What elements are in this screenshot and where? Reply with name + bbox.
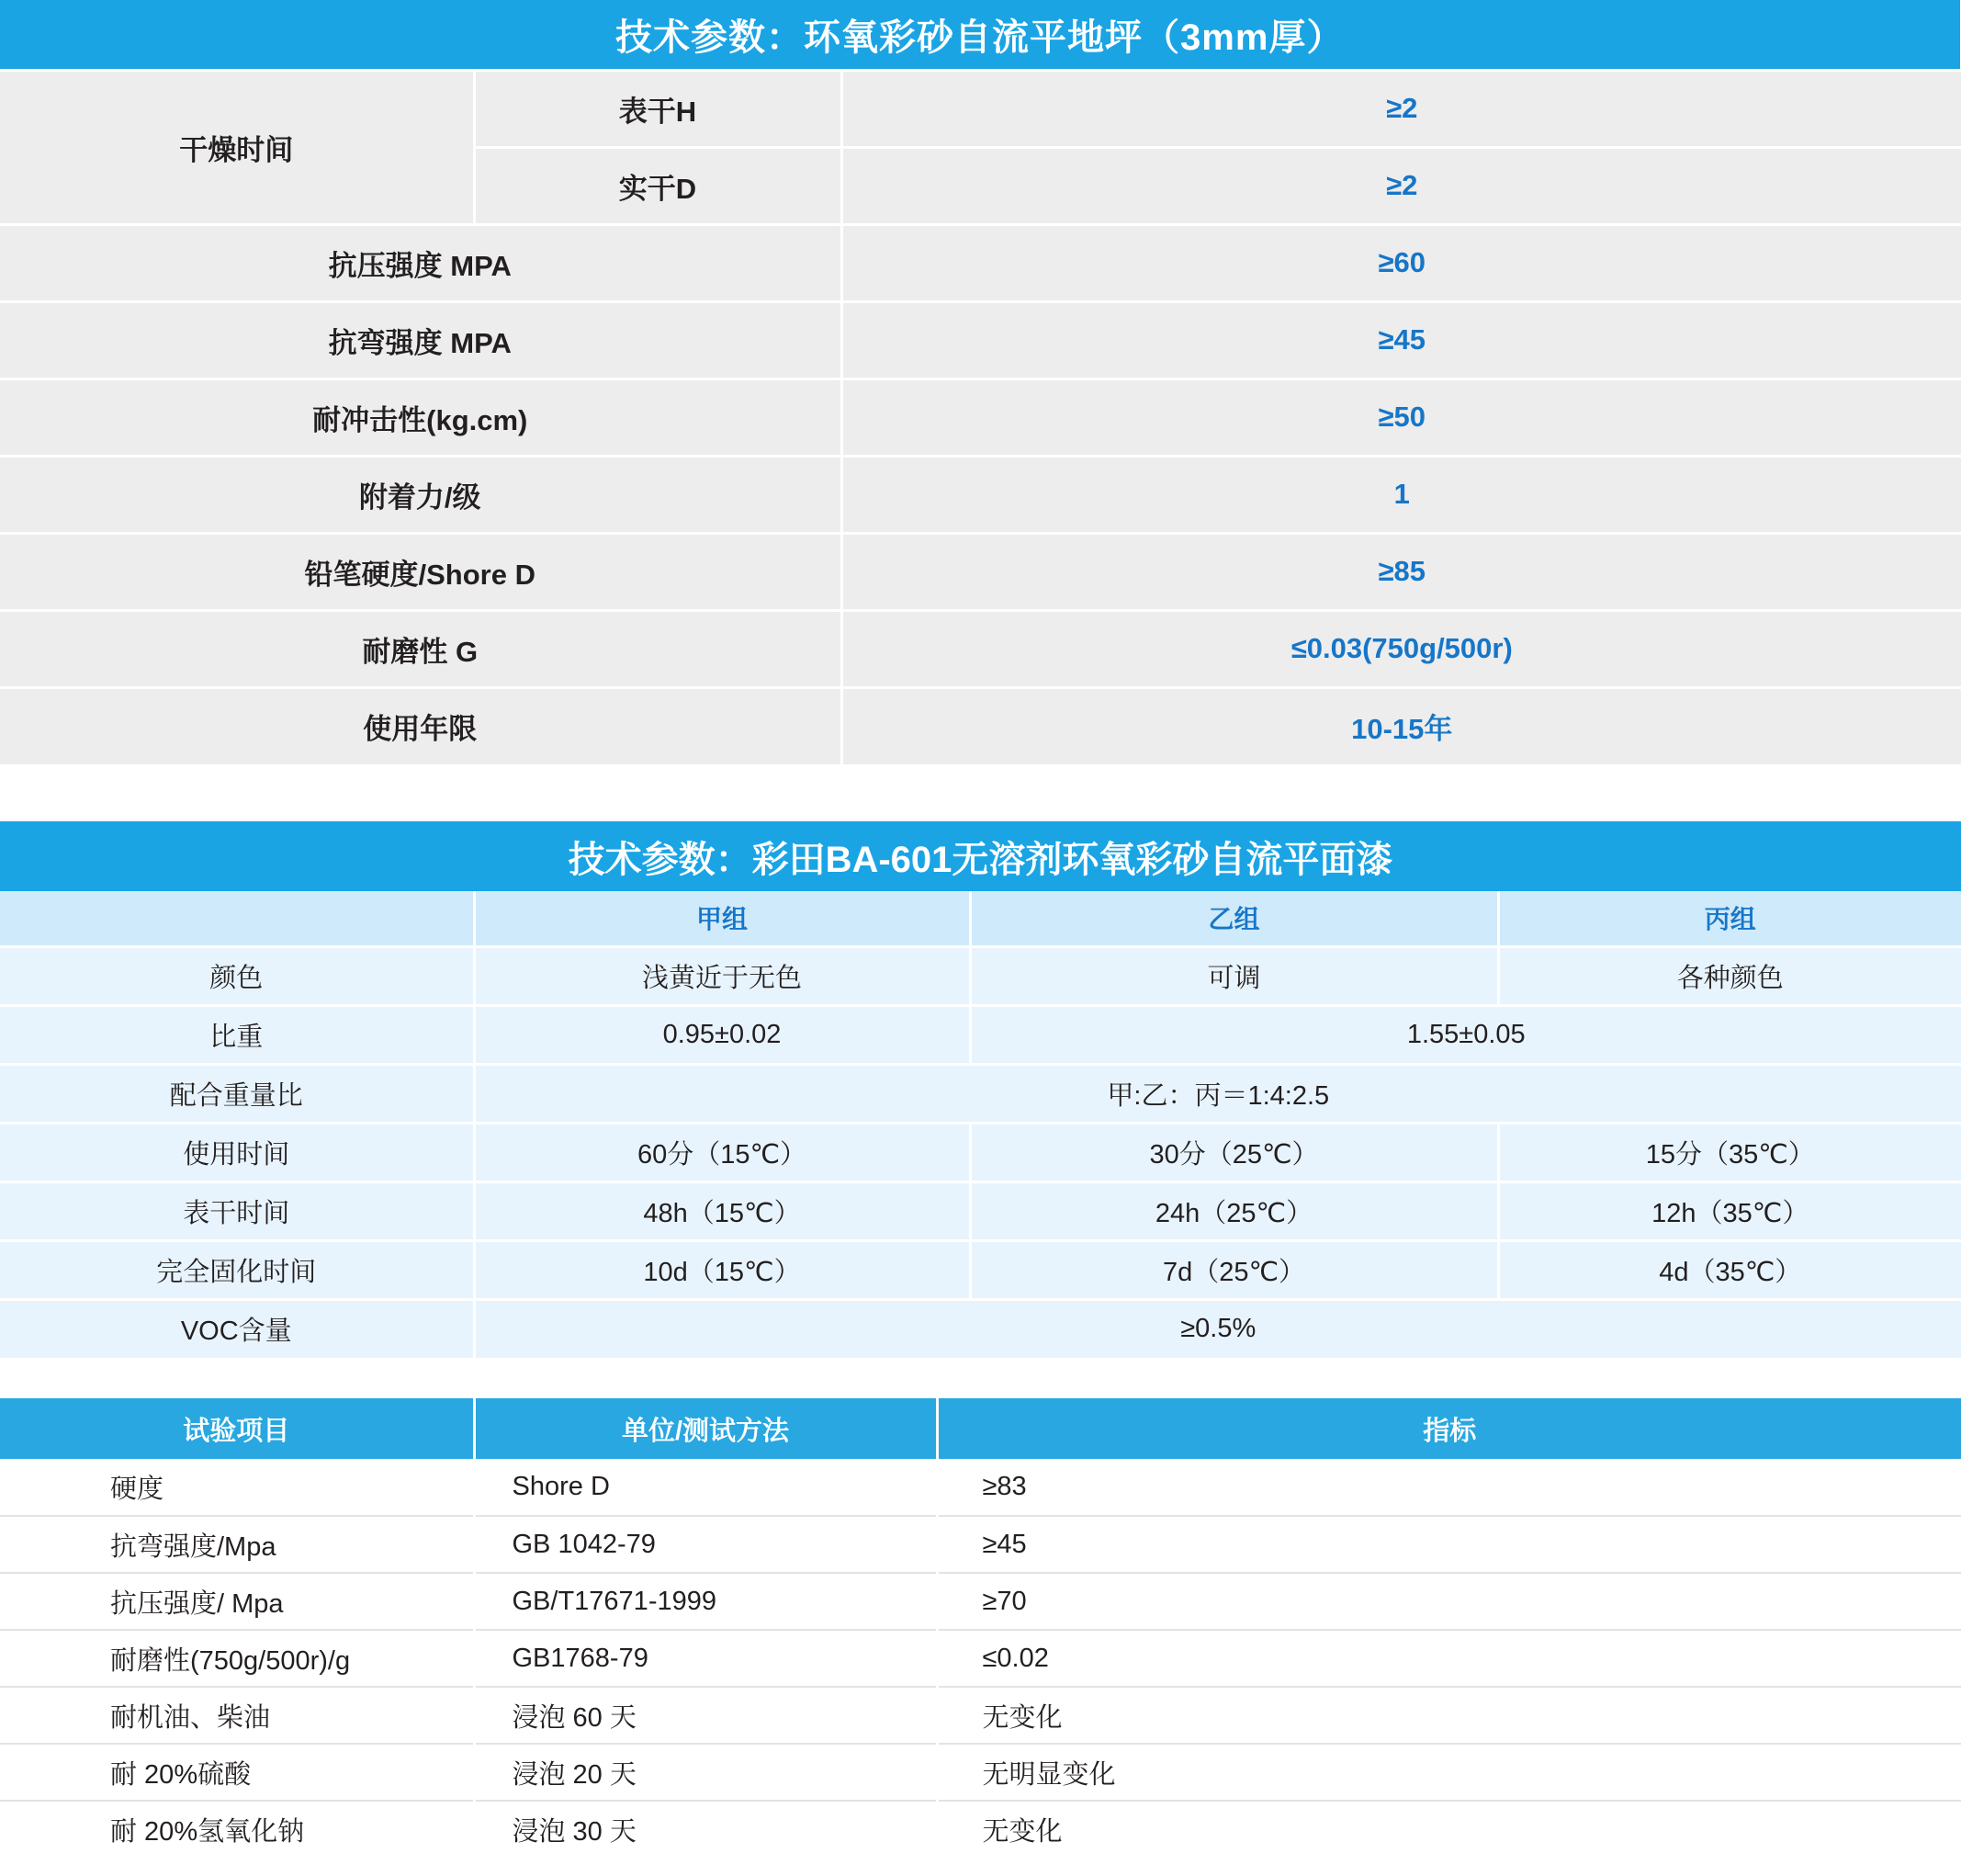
cell-c: 12h（35℃）	[1498, 1181, 1961, 1240]
table-row	[0, 301, 1961, 379]
cell-method: GB1768-79	[474, 1630, 937, 1687]
table-row	[0, 687, 1961, 764]
table-test-items	[0, 1398, 1961, 1858]
dry-time-label: 干燥时间	[0, 70, 474, 224]
row-value: 10-15年	[841, 687, 1961, 764]
cell-method: Shore D	[474, 1459, 937, 1516]
row-label: 抗压强度 MPA	[0, 224, 841, 301]
cell-a: 60分（15℃）	[474, 1123, 970, 1181]
cell-test-item: 硬度	[0, 1459, 474, 1516]
table-ba601-params	[0, 821, 1961, 1358]
table2-title: 技术参数：彩田BA-601无溶剂环氧彩砂自流平面漆	[0, 821, 1961, 891]
row-value: ≤0.03(750g/500r)	[841, 610, 1961, 687]
table-row	[0, 1181, 1961, 1240]
table-title-row	[0, 821, 1961, 891]
table-row	[0, 1459, 1961, 1516]
table-row	[0, 610, 1961, 687]
table-row	[0, 1744, 1961, 1801]
cell-b: 可调	[970, 946, 1498, 1005]
table-row	[0, 1801, 1961, 1858]
cell-method: GB 1042-79	[474, 1516, 937, 1573]
cell-method: GB/T17671-1999	[474, 1573, 937, 1630]
cell-b: 1.55±0.05	[970, 1005, 1961, 1064]
row-label: 耐磨性 G	[0, 610, 841, 687]
table-row	[0, 1299, 1961, 1358]
cell-b: 7d（25℃）	[970, 1240, 1498, 1299]
cell-method: 浸泡 30 天	[474, 1801, 937, 1858]
table-row	[0, 1630, 1961, 1687]
cell-test-item: 耐 20%氢氧化钠	[0, 1801, 474, 1858]
table-row	[0, 70, 1961, 147]
table2-group-header-row	[0, 891, 1961, 946]
group-header-b: 乙组	[970, 891, 1498, 946]
row-value: 1	[841, 456, 1961, 533]
cell-a: 浅黄近于无色	[474, 946, 970, 1005]
row-label: 完全固化时间	[0, 1240, 474, 1299]
row-value: ≥2	[841, 147, 1961, 224]
row-sublabel: 表干H	[474, 70, 841, 147]
row-label: 附着力/级	[0, 456, 841, 533]
table-row	[0, 379, 1961, 456]
table-title-row	[0, 0, 1961, 70]
table-row	[0, 946, 1961, 1005]
cell-a: ≥0.5%	[474, 1299, 1961, 1358]
cell-index: 无变化	[937, 1687, 1961, 1744]
cell-index: 无变化	[937, 1801, 1961, 1858]
header-index: 指标	[937, 1398, 1961, 1459]
cell-test-item: 耐磨性(750g/500r)/g	[0, 1630, 474, 1687]
cell-c: 各种颜色	[1498, 946, 1961, 1005]
table-row	[0, 456, 1961, 533]
row-value: ≥85	[841, 533, 1961, 610]
row-label: 表干时间	[0, 1181, 474, 1240]
row-value: ≥45	[841, 301, 1961, 379]
cell-a: 10d（15℃）	[474, 1240, 970, 1299]
cell-index: ≤0.02	[937, 1630, 1961, 1687]
group-header-a: 甲组	[474, 891, 970, 946]
cell-index: ≥70	[937, 1573, 1961, 1630]
row-label: 使用时间	[0, 1123, 474, 1181]
cell-test-item: 抗压强度/ Mpa	[0, 1573, 474, 1630]
table-row	[0, 1573, 1961, 1630]
cell-c: 4d（35℃）	[1498, 1240, 1961, 1299]
cell-c: 15分（35℃）	[1498, 1123, 1961, 1181]
row-label: 配合重量比	[0, 1064, 474, 1123]
cell-test-item: 抗弯强度/Mpa	[0, 1516, 474, 1573]
row-label: 使用年限	[0, 687, 841, 764]
table-row	[0, 1240, 1961, 1299]
row-label: 颜色	[0, 946, 474, 1005]
cell-method: 浸泡 20 天	[474, 1744, 937, 1801]
table-row	[0, 1123, 1961, 1181]
group-header-c: 丙组	[1498, 891, 1961, 946]
cell-b: 30分（25℃）	[970, 1123, 1498, 1181]
row-label: 耐冲击性(kg.cm)	[0, 379, 841, 456]
row-label: 铅笔硬度/Shore D	[0, 533, 841, 610]
row-value: ≥2	[841, 70, 1961, 147]
row-label: 抗弯强度 MPA	[0, 301, 841, 379]
group-header-blank	[0, 891, 474, 946]
table1-title: 技术参数：环氧彩砂自流平地坪（3mm厚）	[0, 0, 1961, 70]
table-row	[0, 533, 1961, 610]
row-sublabel: 实干D	[474, 147, 841, 224]
table3-header-row	[0, 1398, 1961, 1459]
cell-b: 24h（25℃）	[970, 1181, 1498, 1240]
row-label: VOC含量	[0, 1299, 474, 1358]
cell-a: 48h（15℃）	[474, 1181, 970, 1240]
cell-index: ≥83	[937, 1459, 1961, 1516]
table-row	[0, 1516, 1961, 1573]
cell-test-item: 耐 20%硫酸	[0, 1744, 474, 1801]
cell-a: 0.95±0.02	[474, 1005, 970, 1064]
table-row	[0, 224, 1961, 301]
cell-index: 无明显变化	[937, 1744, 1961, 1801]
row-value: ≥60	[841, 224, 1961, 301]
cell-index: ≥45	[937, 1516, 1961, 1573]
table-row	[0, 1687, 1961, 1744]
table-row	[0, 1064, 1961, 1123]
table-row	[0, 1005, 1961, 1064]
table-epoxy-floor-params	[0, 0, 1961, 764]
cell-method: 浸泡 60 天	[474, 1687, 937, 1744]
header-method: 单位/测试方法	[474, 1398, 937, 1459]
row-value: ≥50	[841, 379, 1961, 456]
row-label: 比重	[0, 1005, 474, 1064]
cell-test-item: 耐机油、柴油	[0, 1687, 474, 1744]
cell-a: 甲:乙：丙＝1:4:2.5	[474, 1064, 1961, 1123]
header-test-item: 试验项目	[0, 1398, 474, 1459]
